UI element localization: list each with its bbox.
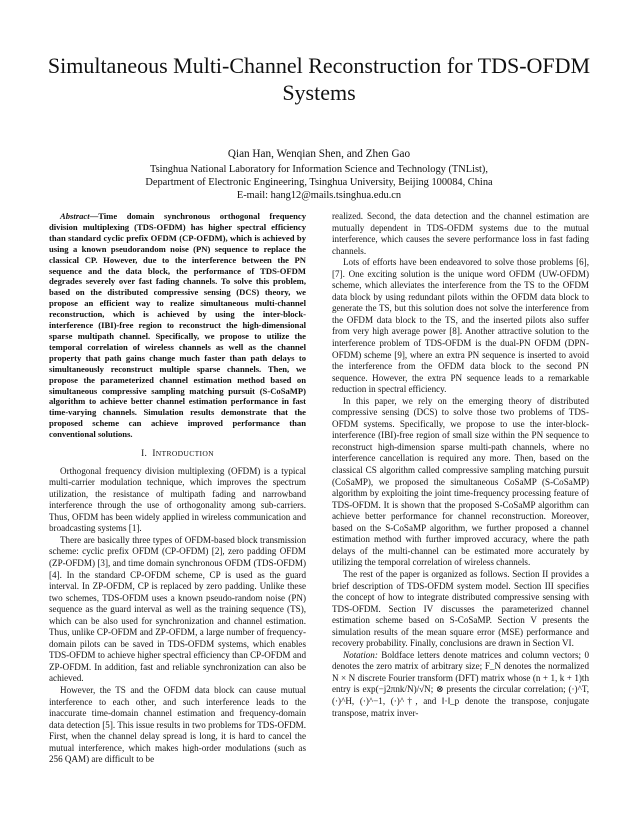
intro-paragraph-6: In this paper, we rely on the emerging theory of distributed compressive sensing (DCS) to solve those two problems of TDS-OFDM systems. Specifically, we propose to use the inter-block-interference (IBI)-free region of small size within the PN sequence to reconstruct high-dimension sparse multi-path channels, where no interference cancellation is required any more. Then, based on the classical CS algorithm called compressive sampling matching pursuit (CoSaMP), we proposed the simultaneous CoSaMP (S-CoSaMP) algorithm by exploiting the joint time-frequency processing feature of TDS-OFDM. It is shown that the proposed S-CoSaMP algorithm can achieve better performance for channel reconstruction. Moreover, based on the S-CoSaMP algorithm, we further proposed a channel estimation method with further improved accuracy, where the path delays of the multi-channel can be estimated more accurately by utilizing the temporal correlation of wireless channels. xyxy=(332,395,589,568)
intro-paragraph-3: However, the TS and the OFDM data block can cause mutual interference to each other, and such interference leads to the inaccurate time-domain channel estimation and frequency-domain data detection [5]. This issue results in two problems for TDS-OFDM. First, when the channel delay spread is long, it is hard to cancel the mutual interference, which makes high-order modulations (such as 256 QAM) are difficult to be xyxy=(49,684,306,765)
notation-text: Boldface letters denote matrices and column vectors; 0 denotes the zero matrix of arbitrary size; F_N denotes the normalized N × N discrete Fourier transform (DFT) matrix whose (n + 1, k + 1)th entry is exp(−j2πnk/N)/√N; ⊗ presents the circular correlation; (·)^T, (·)^H, (·)^−1, (·)^†, and ‖·‖_p denote the transpose, conjugate transpose, matrix inver- xyxy=(332,649,589,718)
intro-paragraph-1: Orthogonal frequency division multiplexing (OFDM) is a typical multi-carrier modulation technique, which improves the spectrum utilization, the resistance of multipath fading and narrowband interference through the use of orthogonality among sub-carriers. Thus, OFDM has been widely applied in wireless communication and broadcasting systems [1]. xyxy=(49,465,306,534)
abstract xyxy=(49,211,306,440)
abstract-text: —Time domain synchronous orthogonal frequency division multiplexing (TDS-OFDM) has higher spectral efficiency than standard cyclic prefix OFDM (CP-OFDM), which is achieved by using a known pseudorandom noise (PN) sequence to replace the classical CP. However, due to the interference between the PN sequence and the data block, the performance of TDS-OFDM degrades severely over fast fading channels. To solve this problem, based on the distributed compressive sensing (DCS) theory, we propose an efficient way to realize simultaneous multi-channel reconstruction, which is achieved by using the inter-block-interference (IBI)-free region to reconstruct the high-dimensional sparse multipath channel. Specifically, we propose to utilize the temporal correlation of wireless channels as well as the channel property that path gains change much faster than path delays to simultaneously reconstruct multiple sparse channels. Then, we propose the parameterized channel estimation method based on simultaneous compressive sampling matching pursuit (S-CoSaMP) algorithm to achieve better channel estimation performance in fast time-varying channels. Simulation results demonstrate that the proposed scheme can achieve improved performance than conventional solutions. xyxy=(49,211,306,440)
section-heading-introduction xyxy=(49,448,306,461)
author-block xyxy=(40,148,598,202)
notation-label: Notation: xyxy=(343,649,378,660)
section-number: I. xyxy=(141,449,148,460)
left-column xyxy=(49,211,306,766)
intro-paragraph-2: There are basically three types of OFDM-based block transmission scheme: cyclic prefix OFDM (CP-OFDM) [2], zero padding OFDM (ZP-OFDM) [3], and time domain synchronous OFDM (TDS-OFDM) [4]. In the standard CP-OFDM scheme, CP is used as the guard interval. In ZP-OFDM, CP is replaced by zero padding. Unlike these two schemes, TDS-OFDM uses a known pseudo-random noise (PN) sequence as the guard interval as well as the training sequence (TS), which can be also used for synchronization and channel estimation. Thus, unlike CP-OFDM and ZP-OFDM, a large number of frequency-domain pilots can be saved in TDS-OFDM systems, which enables TDS-OFDM to achieve higher spectral efficiency than CP-OFDM and ZP-OFDM. In addition, fast and reliable synchronization can also be achieved. xyxy=(49,534,306,684)
section-title-rest: NTRODUCTION xyxy=(155,449,214,459)
notation-paragraph xyxy=(332,650,589,719)
section-title-initial: I xyxy=(152,449,156,460)
affiliation-line-2: Department of Electronic Engineering, Tsinghua University, Beijing 100084, China xyxy=(145,177,493,188)
paper-title: Simultaneous Multi-Channel Reconstruction for TDS-OFDM Systems xyxy=(47,53,591,105)
author-names: Qian Han, Wenqian Shen, and Zhen Gao xyxy=(227,148,411,160)
intro-paragraph-7: The rest of the paper is organized as follows. Section II provides a brief description of TDS-OFDM system model. Section III specifies the concept of how to integrate distributed compressive sensing with TDS-OFDM. Section IV discusses the parameterized channel estimation scheme based on S-CoSaMP. Section V presents the simulation results of the mean square error (MSE) performance and recovery probability. Finally, conclusions are drawn in Section VI. xyxy=(332,568,589,649)
right-column xyxy=(332,211,589,719)
abstract-label: Abstract xyxy=(60,211,90,221)
affiliation-line-1: Tsinghua National Laboratory for Information Science and Technology (TNList), xyxy=(150,164,488,175)
author-email: E-mail: hang12@mails.tsinghua.edu.cn xyxy=(236,190,402,201)
intro-paragraph-4: realized. Second, the data detection and the channel estimation are mutually dependent in TDS-OFDM systems due to the mutual interference, which causes the severe performance loss in fast fading channels. xyxy=(332,211,589,256)
intro-paragraph-5: Lots of efforts have been endeavored to solve those problems [6], [7]. One exciting solution is the unique word OFDM (UW-OFDM) scheme, which alleviates the interference from the TS to the OFDM data block by using redundant pilots within the OFDM data block to generate the TS, but this solution does not solve the interference from the OFDM data block to the TS, and the inserted pilots also suffer from very high average power [8]. Another attractive solution to the interference problem of TDS-OFDM is the dual-PN OFDM (DPN-OFDM) scheme [9], where an extra PN sequence is inserted to avoid the interference from the OFDM data block to the second PN sequence. However, the extra PN sequence leads to a remarkable reduction in spectral efficiency. xyxy=(332,257,589,395)
